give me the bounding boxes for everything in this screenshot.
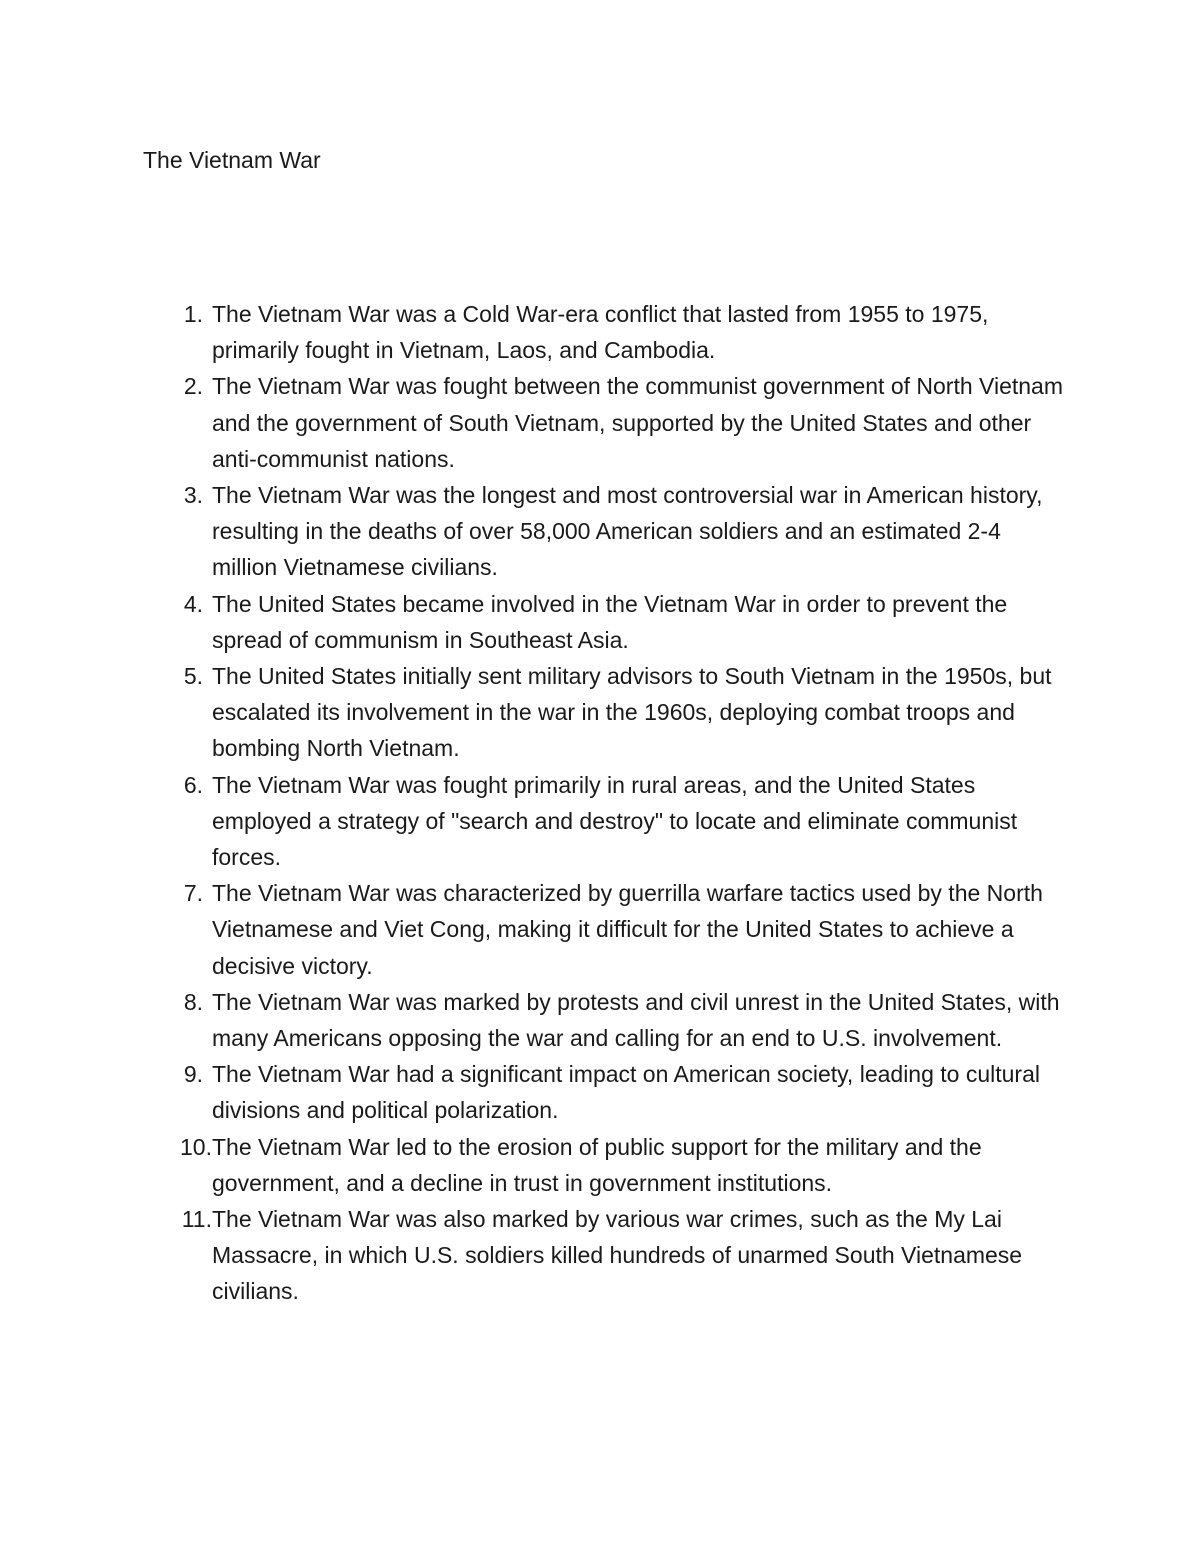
list-item-number: 1. xyxy=(183,301,203,327)
list-item-text: The Vietnam War was also marked by various war crimes, such as the My Lai Massacre, in which U.S. soldiers killed hundreds of unarmed South Vietnamese civilians. xyxy=(212,1206,1023,1305)
list-item-text: The United States became involved in the Vietnam War in order to prevent the spread of communism in Southeast Asia. xyxy=(212,590,1008,653)
list-item-number: 9. xyxy=(183,1061,203,1088)
list-item-number: 5. xyxy=(183,663,203,690)
list-item xyxy=(0,1129,1072,1201)
list-item-number: 11. xyxy=(181,1206,212,1233)
list-item-text: The Vietnam War was a Cold War-era conflict that lasted from 1955 to 1975, primarily fought in Vietnam, Laos, and Cambodia. xyxy=(212,301,989,364)
list-item xyxy=(0,586,1072,658)
list-item xyxy=(0,984,1072,1056)
list-item-number: 2. xyxy=(183,373,203,400)
list-item xyxy=(0,477,1072,586)
list-item xyxy=(0,658,1072,767)
list-item-text: The Vietnam War was fought primarily in rural areas, and the United States employed a strategy of "search and destroy" to locate and eliminate communist forces. xyxy=(212,771,1018,871)
list-item-text: The Vietnam War had a significant impact on American society, leading to cultural divisions and political polarization. xyxy=(212,1061,1040,1124)
fact-list xyxy=(0,296,1200,1310)
document-title: The Vietnam War xyxy=(143,147,321,173)
list-item xyxy=(0,1201,1072,1310)
list-item xyxy=(0,296,1072,368)
list-item-number: 3. xyxy=(183,482,203,509)
list-item-text: The United States initially sent military advisors to South Vietnam in the 1950s, but escalated its involvement in the war in the 1960s, deploying combat troops and bombing North Vietnam. xyxy=(212,663,1052,762)
list-item-text: The Vietnam War was the longest and most controversial war in American history, resulting in the deaths of over 58,000 American soldiers and an estimated 2-4 million Vietnamese civilians. xyxy=(212,482,1043,581)
list-item-number: 10. xyxy=(180,1133,212,1160)
list-item-number: 4. xyxy=(183,590,203,617)
list-item xyxy=(0,368,1072,477)
list-item xyxy=(0,875,1072,984)
list-item-text: The Vietnam War was characterized by guerrilla warfare tactics used by the North Vietnamese and Viet Cong, making it difficult for the United States to achieve a decisive victory. xyxy=(212,880,1043,979)
list-item-number: 6. xyxy=(183,771,203,798)
list-item-text: The Vietnam War led to the erosion of public support for the military and the government, and a decline in trust in government institutions. xyxy=(212,1133,982,1196)
list-item-number: 7. xyxy=(183,880,203,907)
list-item-number: 8. xyxy=(183,988,203,1015)
list-item-text: The Vietnam War was fought between the communist government of North Vietnam and the government of South Vietnam, supported by the United States and other anti-communist nations. xyxy=(212,373,1063,472)
list-item xyxy=(0,1056,1072,1128)
list-item-text: The Vietnam War was marked by protests and civil unrest in the United States, with many Americans opposing the war and calling for an end to U.S. involvement. xyxy=(212,988,1060,1052)
list-item xyxy=(0,767,1072,876)
